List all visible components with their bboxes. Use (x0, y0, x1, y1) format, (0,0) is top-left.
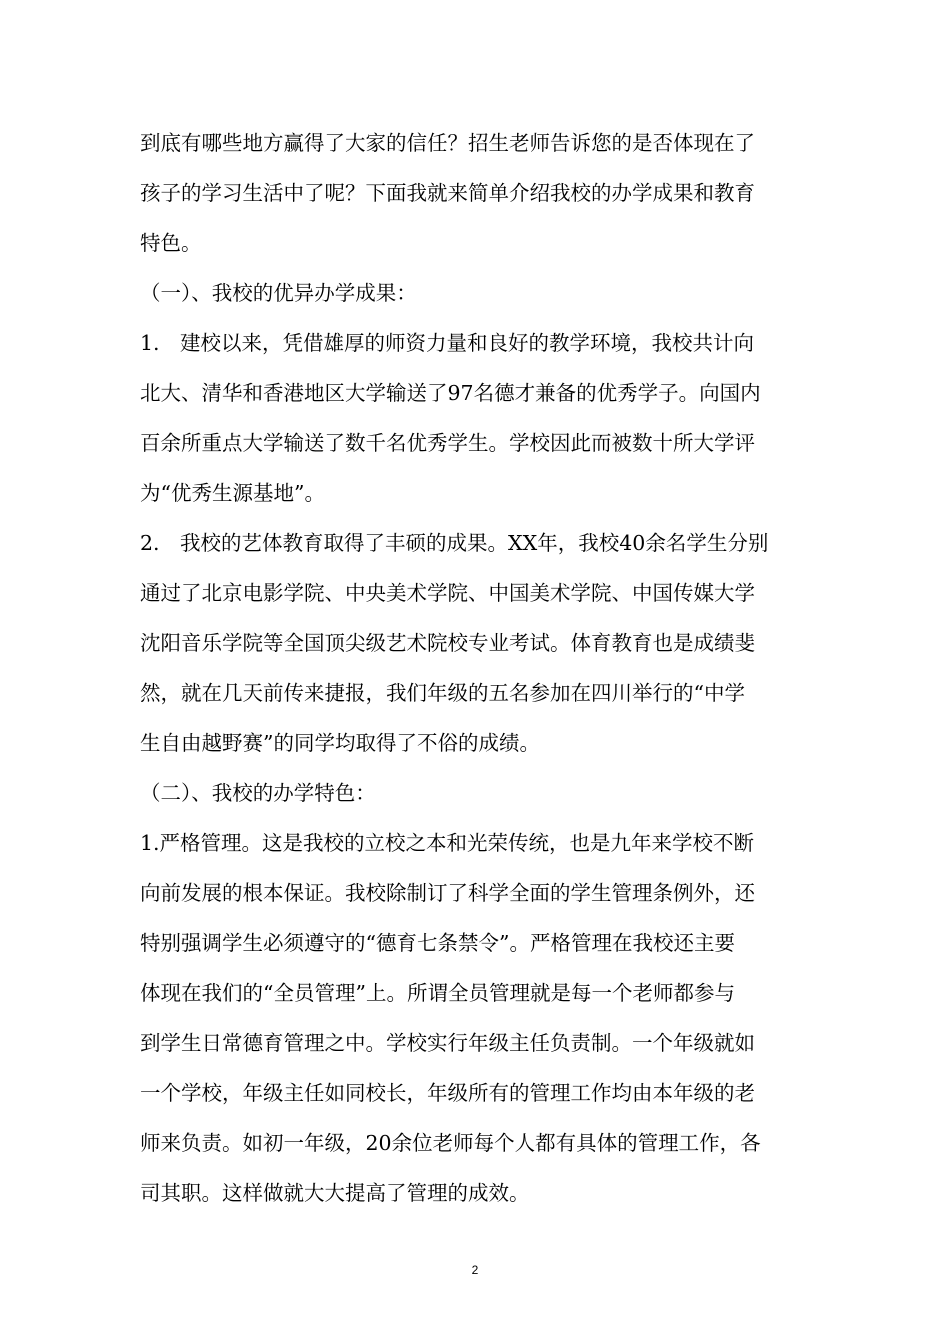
text-line: 司其职。这样做就大大提高了管理的成效。 (140, 1181, 530, 1205)
text-line: 到学生日常德育管理之中。学校实行年级主任负责制。一个年级就如 (140, 1031, 755, 1055)
body-text (140, 118, 830, 1218)
text-line: 北大、清华和香港地区大学输送了97名德才兼备的优秀学子。向国内 (140, 381, 761, 405)
section-heading: （二）、我校的办学特色： (140, 781, 376, 805)
text-line: 特别强调学生必须遵守的“德育七条禁令”。严格管理在我校还主要 (140, 931, 735, 955)
text-line: 一个学校，年级主任如同校长，年级所有的管理工作均由本年级的老 (140, 1081, 755, 1105)
section-heading: （一）、我校的优异办学成果： (140, 281, 417, 305)
text-line: 到底有哪些地方赢得了大家的信任？招生老师告诉您的是否体现在了 (140, 131, 755, 155)
page-number: 2 (471, 1263, 479, 1277)
text-line: 2. 我校的艺体教育取得了丰硕的成果。XX年，我校40余名学生分别 (140, 531, 769, 555)
text-line: 为“优秀生源基地”。 (140, 481, 325, 505)
text-line: 1.严格管理。这是我校的立校之本和光荣传统，也是九年来学校不断 (140, 831, 755, 855)
text-line: 体现在我们的“全员管理”上。所谓全员管理就是每一个老师都参与 (140, 981, 735, 1005)
text-line: 1. 建校以来，凭借雄厚的师资力量和良好的教学环境，我校共计向 (140, 331, 755, 355)
text-line: 然，就在几天前传来捷报，我们年级的五名参加在四川举行的“中学 (140, 681, 745, 705)
text-line: 百余所重点大学输送了数千名优秀学生。学校因此而被数十所大学评 (140, 431, 755, 455)
text-line: 沈阳音乐学院等全国顶尖级艺术院校专业考试。体育教育也是成绩斐 (140, 631, 755, 655)
text-line: 师来负责。如初一年级，20余位老师每个人都有具体的管理工作，各 (140, 1131, 761, 1155)
text-line: 通过了北京电影学院、中央美术学院、中国美术学院、中国传媒大学 (140, 581, 755, 605)
text-line: 向前发展的根本保证。我校除制订了科学全面的学生管理条例外，还 (140, 881, 755, 905)
text-line: 生自由越野赛”的同学均取得了不俗的成绩。 (140, 731, 540, 755)
text-line: 特色。 (140, 231, 202, 255)
text-line: 孩子的学习生活中了呢？下面我就来简单介绍我校的办学成果和教育 (140, 181, 755, 205)
